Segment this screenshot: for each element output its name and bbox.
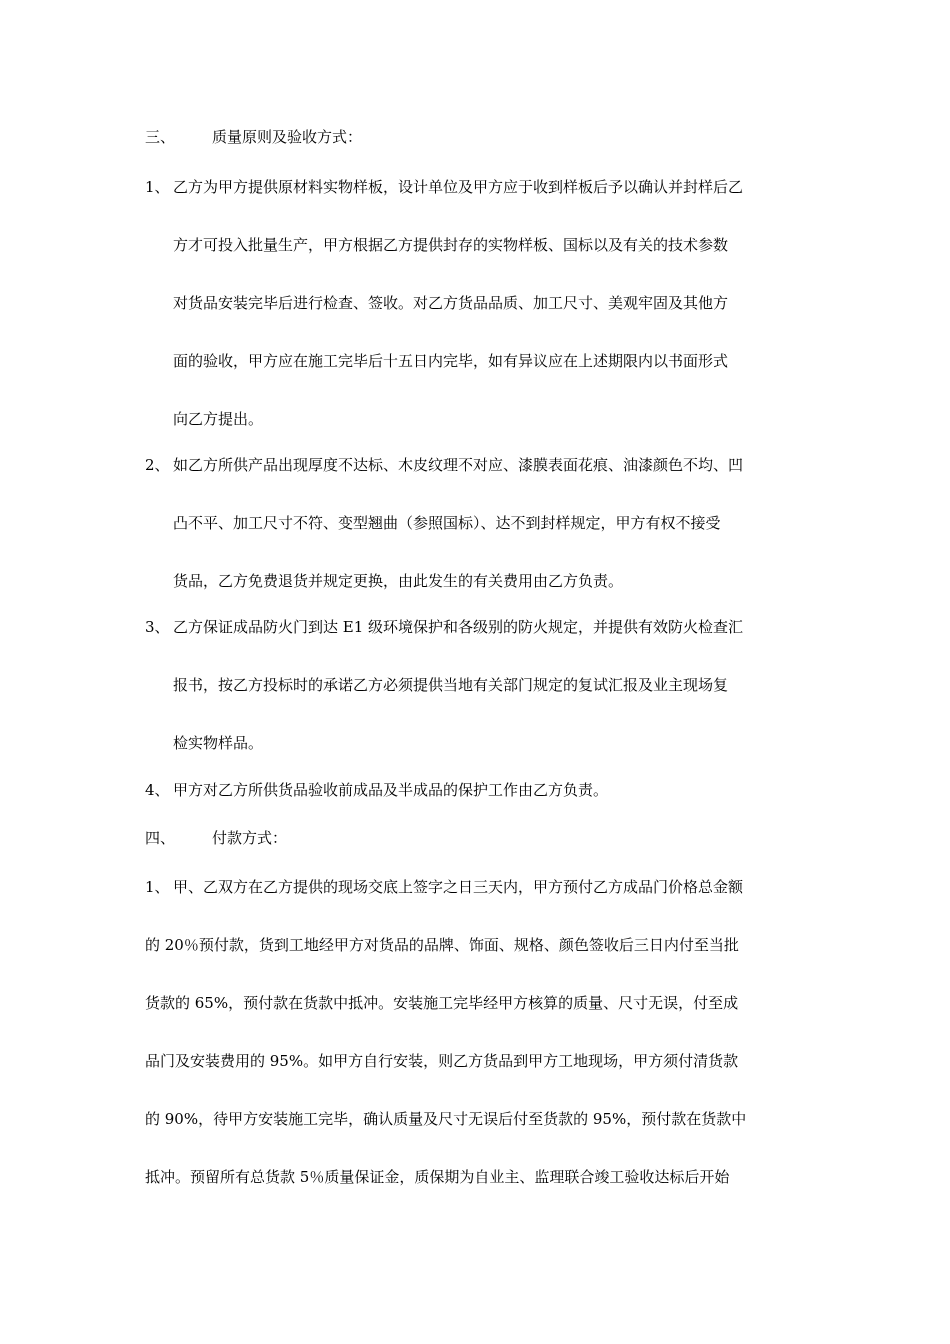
section-3-item-3-line-1: 乙方保证成品防火门到达 E1 级环境保护和各级别的防火规定，并提供有效防火检查汇: [173, 618, 744, 636]
section-3-title: 质量原则及验收方式：: [212, 128, 363, 146]
section-3-item-3-number: 3、: [145, 618, 170, 636]
section-4-item-1-number: 1、: [145, 878, 170, 896]
section-4-item-1-line-2: 的 20％预付款，货到工地经甲方对货品的品牌、饰面、规格、颜色签收后三日内付至当批: [145, 936, 739, 954]
section-4-item-1-line-3: 货款的 65%，预付款在货款中抵冲。安装施工完毕经甲方核算的质量、尺寸无误，付至成: [145, 994, 739, 1012]
section-4-item-1-line-6: 抵冲。预留所有总货款 5％质量保证金，质保期为自业主、监理联合竣工验收达标后开始: [145, 1168, 730, 1186]
section-3-item-1-number: 1、: [145, 178, 170, 196]
section-4-item-1-line-4: 品门及安装费用的 95%。如甲方自行安装，则乙方货品到甲方工地现场，甲方须付清货款: [145, 1052, 739, 1070]
section-3-item-2-line-2: 凸不平、加工尺寸不符、变型翘曲（参照国标）、达不到封样规定，甲方有权不接受: [173, 514, 721, 532]
section-3-item-1-line-3: 对货品安装完毕后进行检查、签收。对乙方货品品质、加工尺寸、美观牢固及其他方: [173, 294, 729, 312]
section-3-item-2-number: 2、: [145, 456, 170, 474]
section-3-item-1-line-2: 方才可投入批量生产，甲方根据乙方提供封存的实物样板、国标以及有关的技术参数: [173, 236, 729, 254]
section-3-item-1-line-5: 向乙方提出。: [173, 410, 264, 428]
section-4-title: 付款方式：: [212, 829, 288, 847]
section-3-item-4-line-1: 甲方对乙方所供货品验收前成品及半成品的保护工作由乙方负责。: [173, 781, 609, 799]
section-3-item-3-line-3: 检实物样品。: [173, 734, 264, 752]
section-4-number: 四、: [145, 829, 176, 847]
section-3-item-4-number: 4、: [145, 781, 170, 799]
section-3-number: 三、: [145, 128, 176, 146]
section-3-item-3-line-2: 报书，按乙方投标时的承诺乙方必须提供当地有关部门规定的复试汇报及业主现场复: [173, 676, 729, 694]
section-4-item-1-line-5: 的 90%，待甲方安装施工完毕，确认质量及尺寸无误后付至货款的 95%，预付款在货款中: [145, 1110, 747, 1128]
section-3-item-1-line-4: 面的验收，甲方应在施工完毕后十五日内完毕，如有异议应在上述期限内以书面形式: [173, 352, 729, 370]
section-4-item-1-line-1: 甲、乙双方在乙方提供的现场交底上签字之日三天内，甲方预付乙方成品门价格总金额: [173, 878, 744, 896]
section-3-item-2-line-3: 货品，乙方免费退货并规定更换，由此发生的有关费用由乙方负责。: [173, 572, 624, 590]
section-3-item-1-line-1: 乙方为甲方提供原材料实物样板，设计单位及甲方应于收到样板后予以确认并封样后乙: [173, 178, 744, 196]
section-3-item-2-line-1: 如乙方所供产品出现厚度不达标、木皮纹理不对应、漆膜表面花痕、油漆颜色不均、凹: [173, 456, 744, 474]
